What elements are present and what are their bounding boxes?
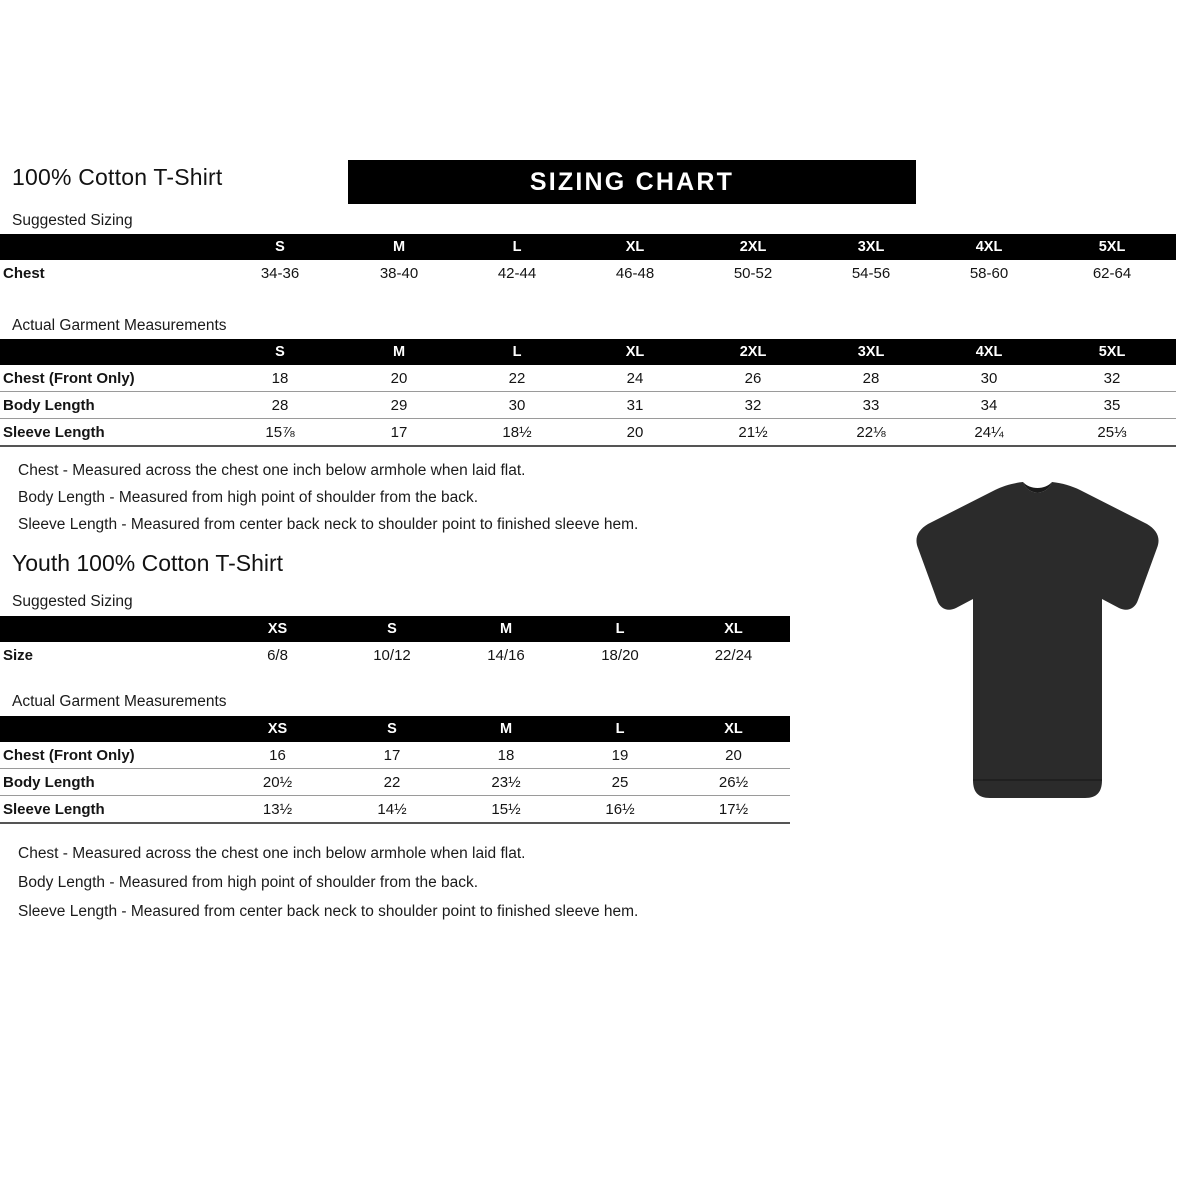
col-head: 5XL [1098,344,1126,360]
col-head: L [512,239,522,255]
col-head: 2XL [739,239,767,255]
cell: 17½ [718,800,749,818]
cell: 26½ [718,773,749,791]
table-row [0,742,790,769]
row-label: Chest [3,264,45,282]
col-head: XL [724,721,743,737]
cell: 18/20 [601,646,639,664]
table-header-row [0,616,790,642]
row-label: Size [3,646,34,664]
t-shirt-icon [895,480,1180,810]
row-label: Chest (Front Only) [3,746,135,764]
table-header-row [0,339,1176,365]
youth-suggested-table [0,616,790,668]
cell: 17 [383,746,401,764]
row-label: Body Length [3,773,95,791]
cell: 62-64 [1092,264,1132,282]
cell: 29 [390,396,408,414]
cell: 22 [508,369,526,387]
cell: 18 [497,746,515,764]
cell: 22/24 [714,646,753,664]
cell: 14/16 [487,646,525,664]
cell: 15⅞ [265,423,295,441]
adult-suggested-table [0,234,1176,286]
youth-note-chest: Chest - Measured across the chest one inch below armhole when laid flat. [18,845,526,862]
cell: 28 [271,396,289,414]
cell: 18½ [502,423,532,441]
col-head: S [387,621,397,637]
cell: 19 [611,746,629,764]
col-head: 5XL [1098,239,1126,255]
cell: 34-36 [260,264,300,282]
cell: 24¼ [974,423,1004,441]
table-row [0,769,790,796]
cell: 33 [862,396,880,414]
col-head: XS [267,621,288,637]
cell: 50-52 [733,264,773,282]
sizing-chart-banner [348,160,916,204]
col-head: XL [625,239,645,255]
col-head [0,339,220,365]
col-head: L [512,344,522,360]
col-head: XL [625,344,645,360]
adult-note-chest: Chest - Measured across the chest one inch below armhole when laid flat. [18,462,526,479]
table-row [0,392,1176,419]
cell: 13½ [262,800,293,818]
row-label: Sleeve Length [3,423,105,441]
col-head: 4XL [975,239,1003,255]
cell: 32 [1103,369,1121,387]
cell: 20½ [262,773,293,791]
row-label: Chest (Front Only) [3,369,135,387]
table-row [0,642,790,668]
cell: 20 [390,369,408,387]
cell: 54-56 [851,264,891,282]
cell: 16½ [605,800,635,818]
col-head: 4XL [975,344,1003,360]
col-head: 3XL [857,239,885,255]
table-header-row [0,716,790,742]
cell: 20 [626,423,644,441]
row-label: Sleeve Length [3,800,105,818]
cell: 35 [1103,396,1121,414]
cell: 17 [390,423,408,441]
col-head: S [387,721,397,737]
cell: 34 [980,396,998,414]
col-head [0,234,220,260]
col-head: M [392,239,406,255]
cell: 58-60 [969,264,1009,282]
cell: 42-44 [497,264,537,282]
adult-note-body-length: Body Length - Measured from high point of shoulder from the back. [18,489,479,506]
table-row [0,260,1176,286]
cell: 21½ [738,423,768,441]
cell: 18 [271,369,289,387]
col-head: M [392,344,406,360]
col-head [0,716,220,742]
cell: 10/12 [373,646,411,664]
cell: 22 [383,773,401,791]
adult-section-title: 100% Cotton T-Shirt [12,164,223,190]
col-head: M [499,721,513,737]
row-label: Body Length [3,396,95,414]
table-row [0,365,1176,392]
col-head: S [275,344,285,360]
cell: 32 [744,396,762,414]
youth-actual-label: Actual Garment Measurements [12,693,227,710]
cell: 16 [269,746,286,764]
col-head [0,616,220,642]
col-head: XL [724,621,743,637]
col-head: M [499,621,513,637]
cell: 25 [611,773,629,791]
youth-section-title: Youth 100% Cotton T-Shirt [12,550,284,576]
youth-suggested-label: Suggested Sizing [12,593,133,610]
cell: 24 [626,369,644,387]
cell: 14½ [377,800,407,818]
cell: 30 [508,396,526,414]
youth-actual-table [0,716,790,824]
col-head: L [615,621,625,637]
cell: 20 [725,746,742,764]
col-head: XS [267,721,288,737]
col-head: S [275,239,285,255]
table-row [0,419,1176,447]
cell: 30 [980,369,998,387]
col-head: 2XL [739,344,767,360]
adult-suggested-label: Suggested Sizing [12,212,133,229]
cell: 15½ [491,800,521,818]
col-head: 3XL [857,344,885,360]
cell: 46-48 [615,264,655,282]
cell: 6/8 [267,646,288,664]
youth-note-body-length: Body Length - Measured from high point of shoulder from the back. [18,874,479,891]
col-head: L [615,721,625,737]
cell: 31 [626,396,644,414]
adult-actual-label: Actual Garment Measurements [12,317,227,334]
cell: 23½ [491,773,521,791]
t-shirt-illustration [895,480,1180,810]
cell: 22⅛ [856,423,886,441]
table-row [0,796,790,824]
sizing-chart-banner-label: SIZING CHART [529,168,735,196]
cell: 25⅓ [1097,423,1127,441]
cell: 28 [862,369,880,387]
cell: 38-40 [379,264,419,282]
cell: 26 [744,369,762,387]
adult-actual-table [0,339,1176,447]
table-header-row [0,234,1176,260]
adult-note-sleeve-length: Sleeve Length - Measured from center back neck to shoulder point to finished sleeve hem. [18,516,639,533]
youth-note-sleeve-length: Sleeve Length - Measured from center back neck to shoulder point to finished sleeve hem. [18,903,639,920]
chart-header [12,160,1188,204]
